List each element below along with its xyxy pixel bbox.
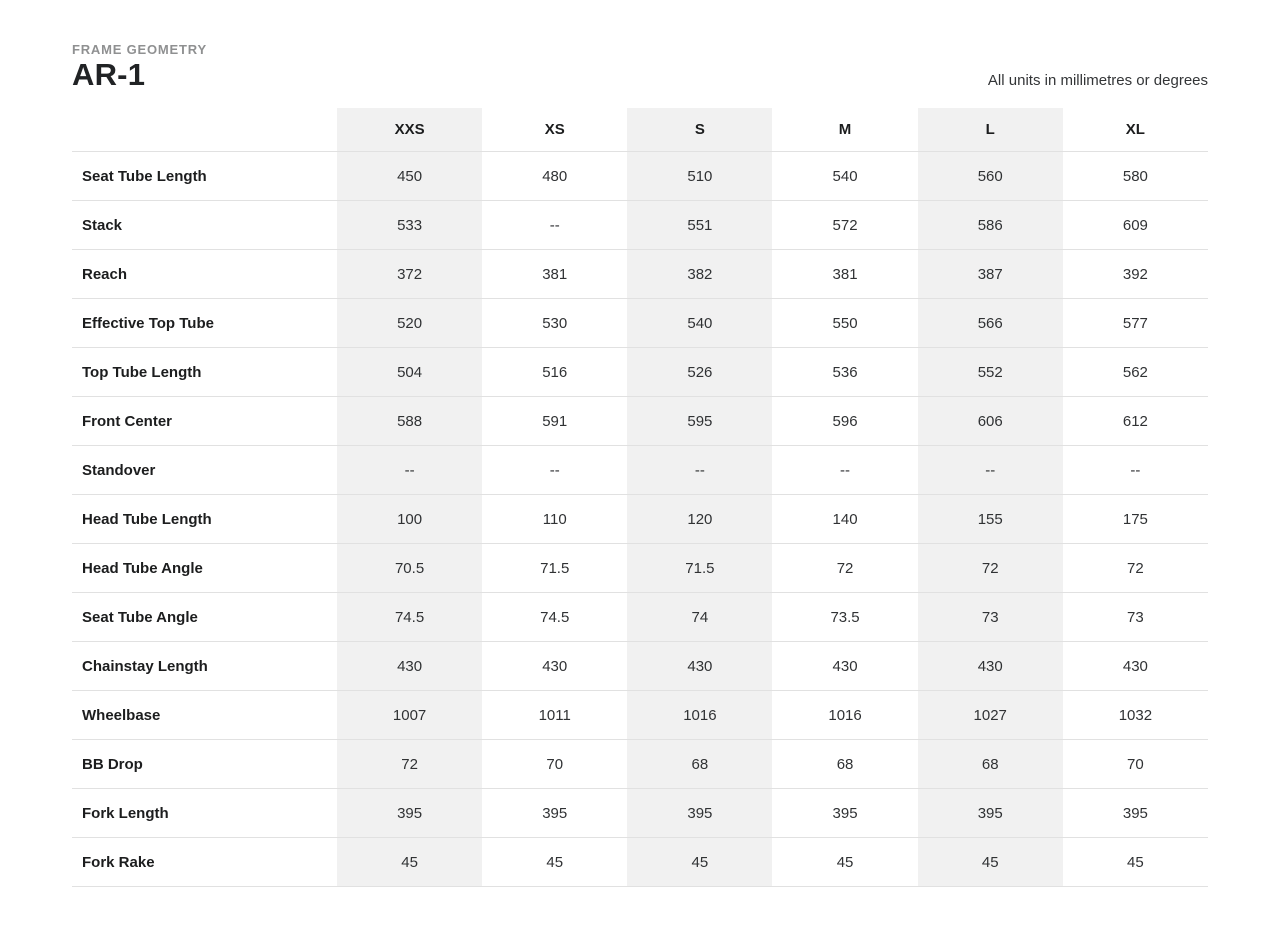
- metric-value-cell: 120: [627, 495, 772, 544]
- metric-label: Wheelbase: [72, 691, 337, 740]
- metric-value-cell: 372: [337, 250, 482, 299]
- metric-value-cell: --: [482, 201, 627, 250]
- metric-value-cell: 430: [627, 642, 772, 691]
- table-row: [72, 789, 1208, 838]
- metric-value-cell: 430: [772, 642, 917, 691]
- metric-value-cell: 45: [772, 838, 917, 887]
- metric-value-cell: 70: [1063, 740, 1208, 789]
- metric-value-cell: 450: [337, 152, 482, 201]
- metric-value-cell: 395: [337, 789, 482, 838]
- metric-value-cell: --: [482, 446, 627, 495]
- geometry-table: [72, 108, 1208, 888]
- metric-label: Chainstay Length: [72, 642, 337, 691]
- metric-value-cell: 110: [482, 495, 627, 544]
- metric-label: BB Drop: [72, 740, 337, 789]
- metric-value-cell: 609: [1063, 201, 1208, 250]
- table-row: [72, 250, 1208, 299]
- metric-value-cell: 562: [1063, 348, 1208, 397]
- metric-value-cell: 566: [918, 299, 1063, 348]
- page-title: AR-1: [72, 56, 146, 92]
- table-row: [72, 544, 1208, 593]
- metric-value-cell: 530: [482, 299, 627, 348]
- metric-value-cell: 45: [1063, 838, 1208, 887]
- metric-value-cell: 552: [918, 348, 1063, 397]
- metric-value-cell: 595: [627, 397, 772, 446]
- table-row: [72, 740, 1208, 789]
- metric-value-cell: 504: [337, 348, 482, 397]
- metric-label: Effective Top Tube: [72, 299, 337, 348]
- metric-value-cell: 516: [482, 348, 627, 397]
- metric-value-cell: 74.5: [337, 593, 482, 642]
- metric-value-cell: 45: [918, 838, 1063, 887]
- metric-label: Head Tube Angle: [72, 544, 337, 593]
- table-row: [72, 691, 1208, 740]
- metric-value-cell: 45: [627, 838, 772, 887]
- title-row: [72, 58, 1208, 92]
- metric-value-cell: 395: [1063, 789, 1208, 838]
- metric-value-cell: 155: [918, 495, 1063, 544]
- table-row: [72, 348, 1208, 397]
- size-column-header: L: [918, 108, 1063, 152]
- size-column-header: XL: [1063, 108, 1208, 152]
- metric-value-cell: 526: [627, 348, 772, 397]
- table-row: [72, 642, 1208, 691]
- metric-value-cell: 70: [482, 740, 627, 789]
- metric-value-cell: --: [772, 446, 917, 495]
- metric-value-cell: 72: [1063, 544, 1208, 593]
- metric-value-cell: 536: [772, 348, 917, 397]
- metric-value-cell: 510: [627, 152, 772, 201]
- metric-value-cell: 606: [918, 397, 1063, 446]
- metric-value-cell: 1011: [482, 691, 627, 740]
- metric-label: Seat Tube Length: [72, 152, 337, 201]
- metric-value-cell: 381: [772, 250, 917, 299]
- metric-value-cell: --: [918, 446, 1063, 495]
- metric-label: Top Tube Length: [72, 348, 337, 397]
- metric-value-cell: 551: [627, 201, 772, 250]
- metric-value-cell: 382: [627, 250, 772, 299]
- size-header: [72, 108, 1208, 152]
- size-header-row: [72, 108, 1208, 152]
- metric-value-cell: 387: [918, 250, 1063, 299]
- metric-label: Standover: [72, 446, 337, 495]
- size-column-header: XS: [482, 108, 627, 152]
- units-note: All units in millimetres or degrees: [987, 71, 1208, 89]
- metric-value-cell: 395: [627, 789, 772, 838]
- metric-value-cell: 68: [772, 740, 917, 789]
- metric-value-cell: 73: [918, 593, 1063, 642]
- metric-label: Fork Rake: [72, 838, 337, 887]
- metric-value-cell: 71.5: [627, 544, 772, 593]
- metric-value-cell: 1032: [1063, 691, 1208, 740]
- metric-label: Fork Length: [72, 789, 337, 838]
- table-row: [72, 201, 1208, 250]
- metric-value-cell: 395: [482, 789, 627, 838]
- size-column-header: XXS: [337, 108, 482, 152]
- table-row: [72, 152, 1208, 201]
- metric-value-cell: 381: [482, 250, 627, 299]
- metric-value-cell: 540: [772, 152, 917, 201]
- metric-value-cell: --: [627, 446, 772, 495]
- metric-value-cell: 1027: [918, 691, 1063, 740]
- metric-value-cell: 430: [337, 642, 482, 691]
- metric-value-cell: 73.5: [772, 593, 917, 642]
- metric-value-cell: 71.5: [482, 544, 627, 593]
- table-row: [72, 838, 1208, 887]
- metric-value-cell: 550: [772, 299, 917, 348]
- metric-value-cell: 68: [918, 740, 1063, 789]
- metric-value-cell: 45: [482, 838, 627, 887]
- table-row: [72, 299, 1208, 348]
- metric-value-cell: 586: [918, 201, 1063, 250]
- metric-value-cell: 1007: [337, 691, 482, 740]
- metric-value-cell: 540: [627, 299, 772, 348]
- metric-value-cell: 74.5: [482, 593, 627, 642]
- table-row: [72, 495, 1208, 544]
- metric-value-cell: 74: [627, 593, 772, 642]
- metric-value-cell: 430: [1063, 642, 1208, 691]
- corner-cell: [72, 108, 337, 152]
- metric-value-cell: 480: [482, 152, 627, 201]
- metric-value-cell: 596: [772, 397, 917, 446]
- metric-value-cell: 588: [337, 397, 482, 446]
- metric-value-cell: 175: [1063, 495, 1208, 544]
- metric-value-cell: 533: [337, 201, 482, 250]
- metric-value-cell: 612: [1063, 397, 1208, 446]
- metric-label: Head Tube Length: [72, 495, 337, 544]
- metric-value-cell: 140: [772, 495, 917, 544]
- metric-value-cell: 572: [772, 201, 917, 250]
- metric-value-cell: 1016: [772, 691, 917, 740]
- table-row: [72, 593, 1208, 642]
- metric-value-cell: 73: [1063, 593, 1208, 642]
- metric-value-cell: 560: [918, 152, 1063, 201]
- metric-value-cell: 1016: [627, 691, 772, 740]
- page-header: [72, 0, 1208, 92]
- metric-value-cell: --: [337, 446, 482, 495]
- geometry-rows: [72, 152, 1208, 887]
- table-row: [72, 397, 1208, 446]
- metric-value-cell: 392: [1063, 250, 1208, 299]
- metric-value-cell: 72: [772, 544, 917, 593]
- metric-value-cell: 430: [918, 642, 1063, 691]
- metric-value-cell: 72: [918, 544, 1063, 593]
- metric-value-cell: 395: [772, 789, 917, 838]
- section-eyebrow: FRAME GEOMETRY: [72, 42, 207, 57]
- metric-label: Stack: [72, 201, 337, 250]
- size-column-header: S: [627, 108, 772, 152]
- metric-value-cell: 45: [337, 838, 482, 887]
- table-row: [72, 446, 1208, 495]
- metric-value-cell: 520: [337, 299, 482, 348]
- metric-value-cell: 580: [1063, 152, 1208, 201]
- metric-value-cell: 577: [1063, 299, 1208, 348]
- metric-label: Reach: [72, 250, 337, 299]
- metric-value-cell: 72: [337, 740, 482, 789]
- metric-label: Front Center: [72, 397, 337, 446]
- metric-label: Seat Tube Angle: [72, 593, 337, 642]
- metric-value-cell: --: [1063, 446, 1208, 495]
- metric-value-cell: 68: [627, 740, 772, 789]
- metric-value-cell: 430: [482, 642, 627, 691]
- metric-value-cell: 70.5: [337, 544, 482, 593]
- size-column-header: M: [772, 108, 917, 152]
- metric-value-cell: 395: [918, 789, 1063, 838]
- metric-value-cell: 591: [482, 397, 627, 446]
- metric-value-cell: 100: [337, 495, 482, 544]
